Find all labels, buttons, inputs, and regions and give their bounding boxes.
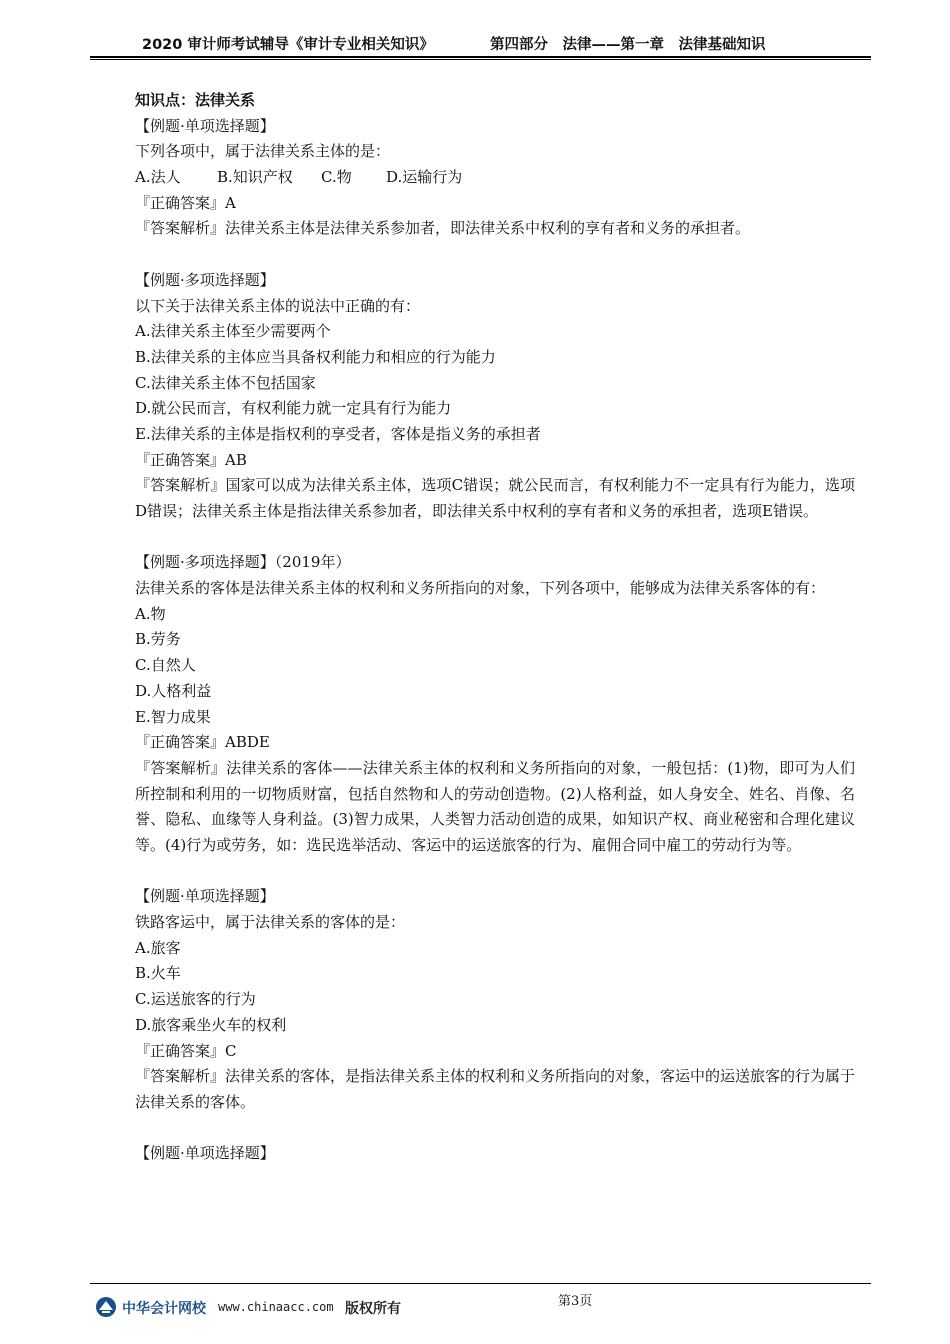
question-stem: 以下关于法律关系主体的说法中正确的有：	[135, 296, 421, 315]
question-2	[135, 268, 855, 525]
answer: 『正确答案』A	[135, 193, 236, 212]
header-rule-thin	[90, 59, 871, 60]
option-b: B.劳务	[135, 630, 181, 649]
option-b: B.火车	[135, 964, 181, 983]
page-header	[90, 30, 870, 52]
analysis: 『答案解析』法律关系的客体——法律关系主体的权利和义务所指向的对象，一般包括：(1)物，即可为人们所控制和利用的一切物质财富，包括自然物和人的劳动创造物。(2)人格利益，如人身安全、姓名、肖像、名誉、隐私、血缘等人身利益。(3)智力成果，人类智力活动创造的成果，如知识产权、商业秘密和合理化建议等。(4)行为或劳务，如：选民选举活动、客运中的运送旅客的行为、雇佣合同中雇工的劳动行为等。	[135, 758, 855, 855]
analysis: 『答案解析』法律关系的客体，是指法律关系主体的权利和义务所指向的对象，客运中的运送旅客的行为属于法律关系的客体。	[135, 1067, 856, 1111]
chinaacc-logo-icon	[95, 1296, 117, 1318]
option-a: A.法律关系主体至少需要两个	[135, 322, 331, 341]
option-d: D.旅客乘坐火车的权利	[135, 1015, 287, 1034]
header-chapter-title: 第四部分 法律——第一章 法律基础知识	[490, 37, 766, 53]
page-footer	[90, 1290, 871, 1330]
question-5	[135, 1141, 855, 1167]
knowledge-point-title: 知识点：法律关系	[135, 91, 256, 109]
question-tag: 【例题·单项选择题】	[135, 1144, 275, 1163]
option-b: B.知识产权	[217, 168, 293, 187]
option-d: D.人格利益	[135, 681, 212, 700]
header-rule	[90, 56, 871, 58]
answer: 『正确答案』ABDE	[135, 733, 270, 752]
footer-copyright: 版权所有	[345, 1301, 401, 1317]
question-3	[135, 550, 855, 858]
answer: 『正确答案』AB	[135, 450, 247, 469]
question-1	[135, 114, 855, 242]
analysis: 『答案解析』法律关系主体是法律关系参加者，即法律关系中权利的享有者和义务的承担者。	[135, 219, 751, 238]
answer: 『正确答案』C	[135, 1041, 237, 1060]
page-content	[135, 88, 855, 1167]
option-e: E.智力成果	[135, 707, 211, 726]
question-options	[135, 165, 855, 191]
option-d: D.就公民而言，有权利能力就一定具有行为能力	[135, 399, 452, 418]
option-e: E.法律关系的主体是指权利的享受者，客体是指义务的承担者	[135, 424, 541, 443]
question-tag: 【例题·多项选择题】（2019年）	[135, 553, 351, 572]
header-book-title: 2020 审计师考试辅导《审计专业相关知识》	[142, 37, 434, 53]
footer-website: www.chinaacc.com	[218, 1300, 334, 1314]
option-d: D.运输行为	[386, 168, 463, 187]
option-c: C.运送旅客的行为	[135, 990, 256, 1009]
option-b: B.法律关系的主体应当具备权利能力和相应的行为能力	[135, 347, 496, 366]
option-a: A.法人	[135, 168, 181, 187]
question-tag: 【例题·单项选择题】	[135, 116, 275, 135]
footer-rule	[90, 1283, 871, 1284]
page-number: 第3页	[558, 1294, 593, 1309]
footer-brand: 中华会计网校	[122, 1301, 206, 1317]
question-stem: 法律关系的客体是法律关系主体的权利和义务所指向的对象，下列各项中，能够成为法律关系客体的有：	[135, 579, 826, 598]
option-c: C.法律关系主体不包括国家	[135, 373, 316, 392]
option-a: A.旅客	[135, 938, 181, 957]
question-stem: 铁路客运中，属于法律关系的客体的是：	[135, 913, 406, 932]
option-a: A.物	[135, 604, 166, 623]
option-c: C.自然人	[135, 656, 196, 675]
question-tag: 【例题·多项选择题】	[135, 270, 275, 289]
question-4	[135, 884, 855, 1115]
question-tag: 【例题·单项选择题】	[135, 887, 275, 906]
question-stem: 下列各项中，属于法律关系主体的是：	[135, 142, 391, 161]
option-c: C.物	[321, 168, 352, 187]
analysis: 『答案解析』国家可以成为法律关系主体，选项C错误；就公民而言，有权利能力不一定具有行为能力，选项D错误；法律关系主体是指法律关系参加者，即法律关系中权利的享有者和义务的承担者，选项E错误。	[135, 476, 855, 521]
